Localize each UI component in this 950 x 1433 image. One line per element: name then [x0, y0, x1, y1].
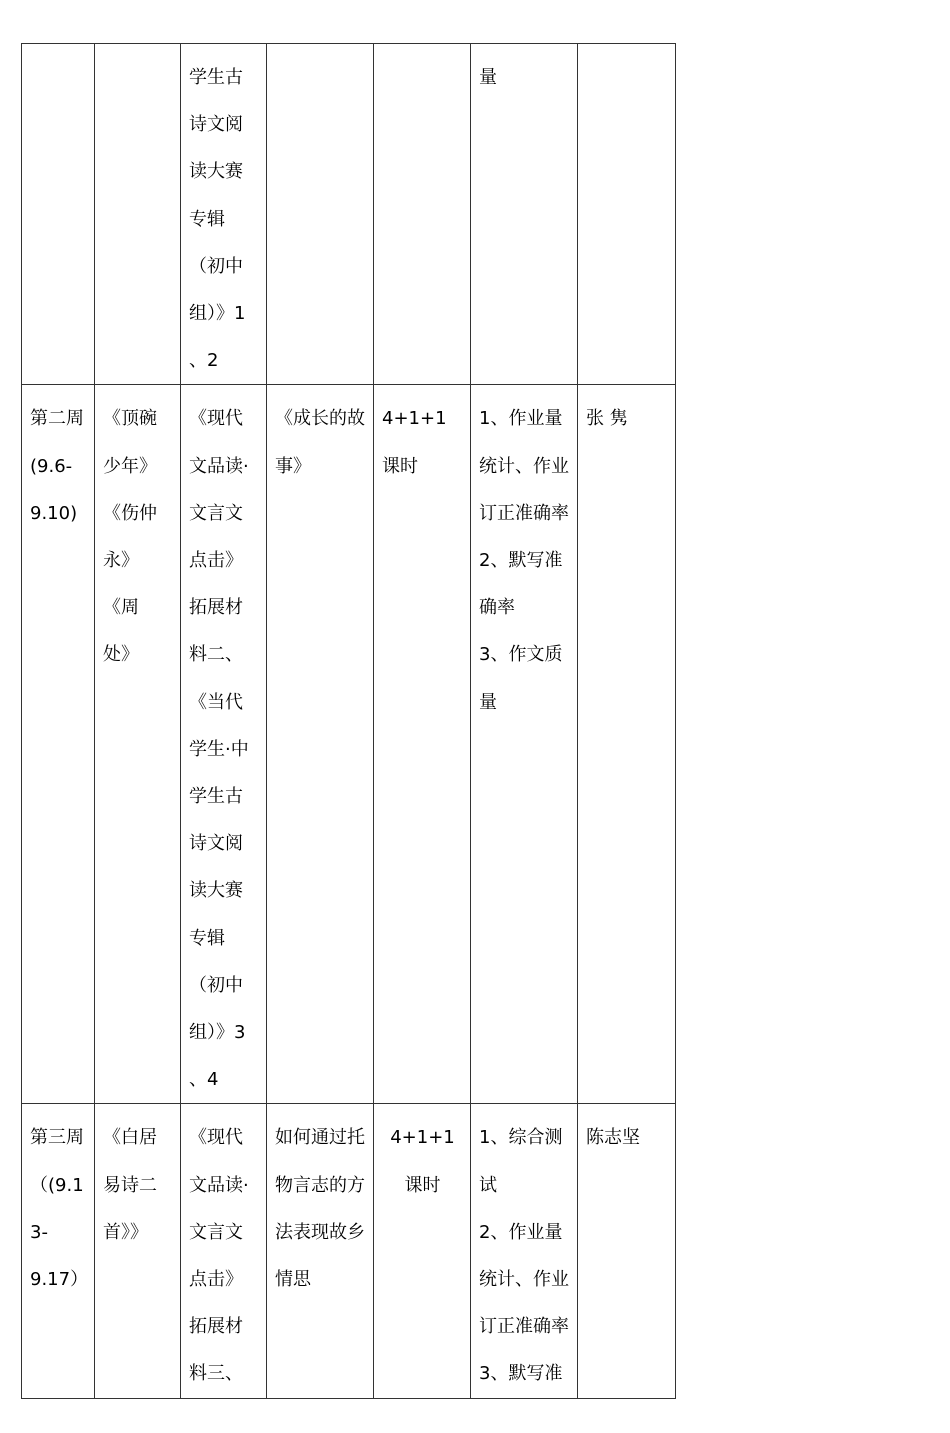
reading-material-cell: 《现代 文品读· 文言文 点击》 拓展材 料二、 《当代 学生·中 学生古 诗文阅 读大赛 专辑 （初中 组）》3 、4 [181, 385, 267, 1104]
writing-topic-cell: 如何通过托 物言志的方 法表现故乡 情思 [267, 1104, 374, 1398]
table-row [22, 1104, 676, 1398]
class-hours-cell: 4+1+1 课时 [374, 1104, 471, 1398]
week-cell [22, 44, 95, 385]
class-hours-cell: 4+1+1 课时 [374, 385, 471, 1104]
table-row [22, 385, 676, 1104]
writing-topic-cell [267, 44, 374, 385]
text-cell [95, 44, 181, 385]
teaching-plan-table [21, 43, 676, 1399]
writing-topic-cell: 《成长的故 事》 [267, 385, 374, 1104]
teacher-cell [578, 44, 676, 385]
reading-material-cell: 《现代 文品读· 文言文 点击》 拓展材 料三、 [181, 1104, 267, 1398]
table-row [22, 44, 676, 385]
text-cell: 《顶碗 少年》 《伤仲 永》 《周 处》 [95, 385, 181, 1104]
evaluation-cell: 1、作业量 统计、作业 订正准确率 2、默写准 确率 3、作文质 量 [471, 385, 578, 1104]
teacher-cell: 张 隽 [578, 385, 676, 1104]
text-cell: 《白居 易诗二 首》》 [95, 1104, 181, 1398]
reading-material-cell: 学生古 诗文阅 读大赛 专辑 （初中 组）》1 、2 [181, 44, 267, 385]
class-hours-cell [374, 44, 471, 385]
week-cell: 第三周 （(9.1 3- 9.17） [22, 1104, 95, 1398]
week-cell: 第二周 (9.6- 9.10) [22, 385, 95, 1104]
evaluation-cell: 量 [471, 44, 578, 385]
evaluation-cell: 1、综合测 试 2、作业量 统计、作业 订正准确率 3、默写准 [471, 1104, 578, 1398]
teacher-cell: 陈志坚 [578, 1104, 676, 1398]
